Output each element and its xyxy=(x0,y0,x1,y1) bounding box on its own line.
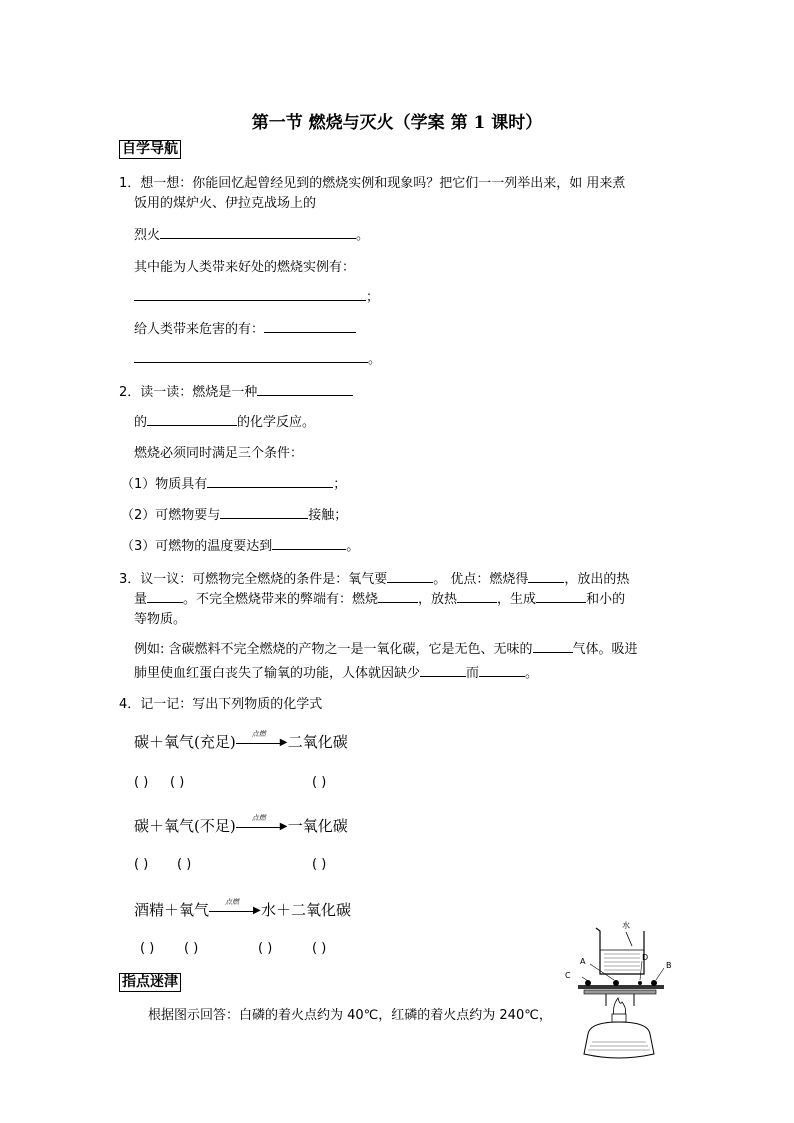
q3-ex2-c: 。 xyxy=(525,666,539,681)
label-c: C xyxy=(565,971,571,980)
q3-ex1-a: 例如: 含碳燃料不完全燃烧的产物之一是一氧化碳，它是无色、无味的 xyxy=(134,642,533,657)
q1-line6-text: 给人类带来危害的有： xyxy=(134,322,265,337)
q2-cond1-end: ； xyxy=(333,477,347,492)
q3-line2-a: 量 xyxy=(134,592,148,607)
eq1-right: 二氧化碳 xyxy=(287,733,348,751)
alcohol-lamp-icon xyxy=(584,1022,654,1058)
arrow-label: 点燃 xyxy=(251,730,266,738)
label-d: D xyxy=(642,953,649,962)
q3-blank-6[interactable] xyxy=(536,601,586,603)
eq1-left: 碳＋氧气(充足) xyxy=(134,733,236,751)
arrow-label: 点燃 xyxy=(225,898,240,906)
q1-line5-end: ； xyxy=(366,290,380,305)
q1-blank-3[interactable] xyxy=(264,331,356,333)
arrow-label: 点燃 xyxy=(251,814,266,822)
q2-cond3-end: 。 xyxy=(346,539,360,554)
q2-cond1 xyxy=(121,473,346,492)
eq3-right: 水＋二氧化碳 xyxy=(261,901,352,919)
q1-line5 xyxy=(134,286,379,305)
eq1-paren-1: ( ) xyxy=(134,775,149,790)
q1-blank-1[interactable] xyxy=(160,237,356,239)
label-b: B xyxy=(666,961,672,970)
q3-ex2-b: 而 xyxy=(466,666,480,681)
arrow-icon: 点燃 ▶ xyxy=(236,736,288,750)
q1-blank-2[interactable] xyxy=(134,299,366,301)
q2-line3: 燃烧必须同时满足三个条件： xyxy=(134,446,304,461)
arrow-icon: 点燃 ▶ xyxy=(209,904,261,918)
q2-line2 xyxy=(134,411,315,430)
copper-plate xyxy=(578,985,664,989)
q1-line7 xyxy=(134,348,381,367)
eq1-paren-3: ( ) xyxy=(312,775,327,790)
q3-blank-1[interactable] xyxy=(387,581,433,583)
q3-line3: 等物质。 xyxy=(134,612,187,627)
eq2-paren-2: ( ) xyxy=(177,857,192,872)
beaker-icon xyxy=(596,928,644,974)
eq3-paren-4: ( ) xyxy=(312,941,327,956)
q1-line1: 1．想一想：你能回忆起曾经见到的燃烧实例和现象吗？把它们一一列举出来，如 用来煮 xyxy=(119,176,626,191)
q3-blank-3[interactable] xyxy=(147,601,183,603)
q3-blank-4[interactable] xyxy=(378,601,418,603)
zhidian-text: 根据图示回答：白磷的着火点约为 40℃，红磷的着火点约为 240℃， xyxy=(148,1008,552,1023)
label-a: A xyxy=(580,957,586,966)
q2-blank-1[interactable] xyxy=(257,394,353,396)
q2-cond2-end: 接触； xyxy=(308,508,348,523)
arrow-icon: 点燃 ▶ xyxy=(236,820,288,834)
flame-icon xyxy=(614,998,626,1016)
eq2-paren-1: ( ) xyxy=(134,857,149,872)
equation-3 xyxy=(134,899,351,920)
section-zixue: 自学导航 xyxy=(119,140,181,159)
eq2-left: 碳＋氧气(不足) xyxy=(134,817,236,835)
q3-example-2 xyxy=(134,662,538,681)
q3-line1-b: 。 优点：燃烧得 xyxy=(433,572,529,587)
eq3-left: 酒精＋氧气 xyxy=(134,901,210,919)
q2-blank-3[interactable] xyxy=(207,486,333,488)
q3-line2-d: ，生成 xyxy=(497,592,537,607)
q3-blank-7[interactable] xyxy=(533,651,573,653)
q2-line2-end: 的化学反应。 xyxy=(237,415,316,430)
q3-line2 xyxy=(134,588,625,607)
q3-blank-5[interactable] xyxy=(457,601,497,603)
equation-2 xyxy=(134,815,348,836)
eq2-paren-3: ( ) xyxy=(312,857,327,872)
eq1-paren-2: ( ) xyxy=(170,775,185,790)
q2-line1 xyxy=(119,381,353,400)
q2-cond2 xyxy=(121,504,347,523)
q1-line3-end: 。 xyxy=(356,228,370,243)
q3-line1-a: 3．议一议：可燃物完全燃烧的条件是：氧气要 xyxy=(119,572,388,587)
section-zhidian: 指点迷津 xyxy=(119,973,181,992)
q1-line6 xyxy=(134,318,356,337)
q2-cond2-text: （2）可燃物要与 xyxy=(121,508,221,523)
eq3-paren-1: ( ) xyxy=(140,941,155,956)
page-title: 第一节 燃烧与灭火（学案 第 1 课时） xyxy=(251,113,543,133)
q3-example-1 xyxy=(134,638,638,657)
q1-line2: 饭用的煤炉火、伊拉克战场上的 xyxy=(134,196,317,211)
q2-blank-4[interactable] xyxy=(220,517,308,519)
q2-blank-5[interactable] xyxy=(272,548,346,550)
q4-heading: 4．记一记：写出下列物质的化学式 xyxy=(119,697,323,712)
q2-cond1-text: （1）物质具有 xyxy=(121,477,208,492)
eq3-paren-3: ( ) xyxy=(258,941,273,956)
q2-line1-text: 2．读一读：燃烧是一种 xyxy=(119,385,258,400)
q3-line1-c: ，放出的热 xyxy=(564,572,630,587)
q3-blank-9[interactable] xyxy=(479,675,525,677)
q2-cond3-text: （3）可燃物的温度要达到 xyxy=(121,539,273,554)
q3-line2-e: 和小的 xyxy=(586,592,626,607)
q1-line4: 其中能为人类带来好处的燃烧实例有： xyxy=(134,260,356,275)
q1-line3 xyxy=(134,224,369,243)
q3-blank-8[interactable] xyxy=(420,675,466,677)
q3-line1 xyxy=(119,568,629,587)
equation-1 xyxy=(134,731,348,752)
label-water: 水 xyxy=(622,921,630,930)
q1-blank-4[interactable] xyxy=(134,361,368,363)
combustion-experiment-diagram xyxy=(560,916,686,1066)
q3-line2-c: ，放热 xyxy=(418,592,458,607)
q2-cond3 xyxy=(121,535,359,554)
eq2-right: 一氧化碳 xyxy=(287,817,348,835)
q2-line2-de: 的 xyxy=(134,415,148,430)
q2-blank-2[interactable] xyxy=(147,424,237,426)
q1-line7-end: 。 xyxy=(368,352,382,367)
q3-blank-2[interactable] xyxy=(528,581,564,583)
q3-line2-b: 。不完全燃烧带来的弊端有：燃烧 xyxy=(183,592,379,607)
q3-ex1-b: 气体。吸进 xyxy=(572,642,638,657)
q3-ex2-a: 肺里使血红蛋白丧失了输氧的功能，人体就因缺少 xyxy=(134,666,421,681)
eq3-paren-2: ( ) xyxy=(184,941,199,956)
q1-line3-text: 烈火 xyxy=(134,228,161,243)
